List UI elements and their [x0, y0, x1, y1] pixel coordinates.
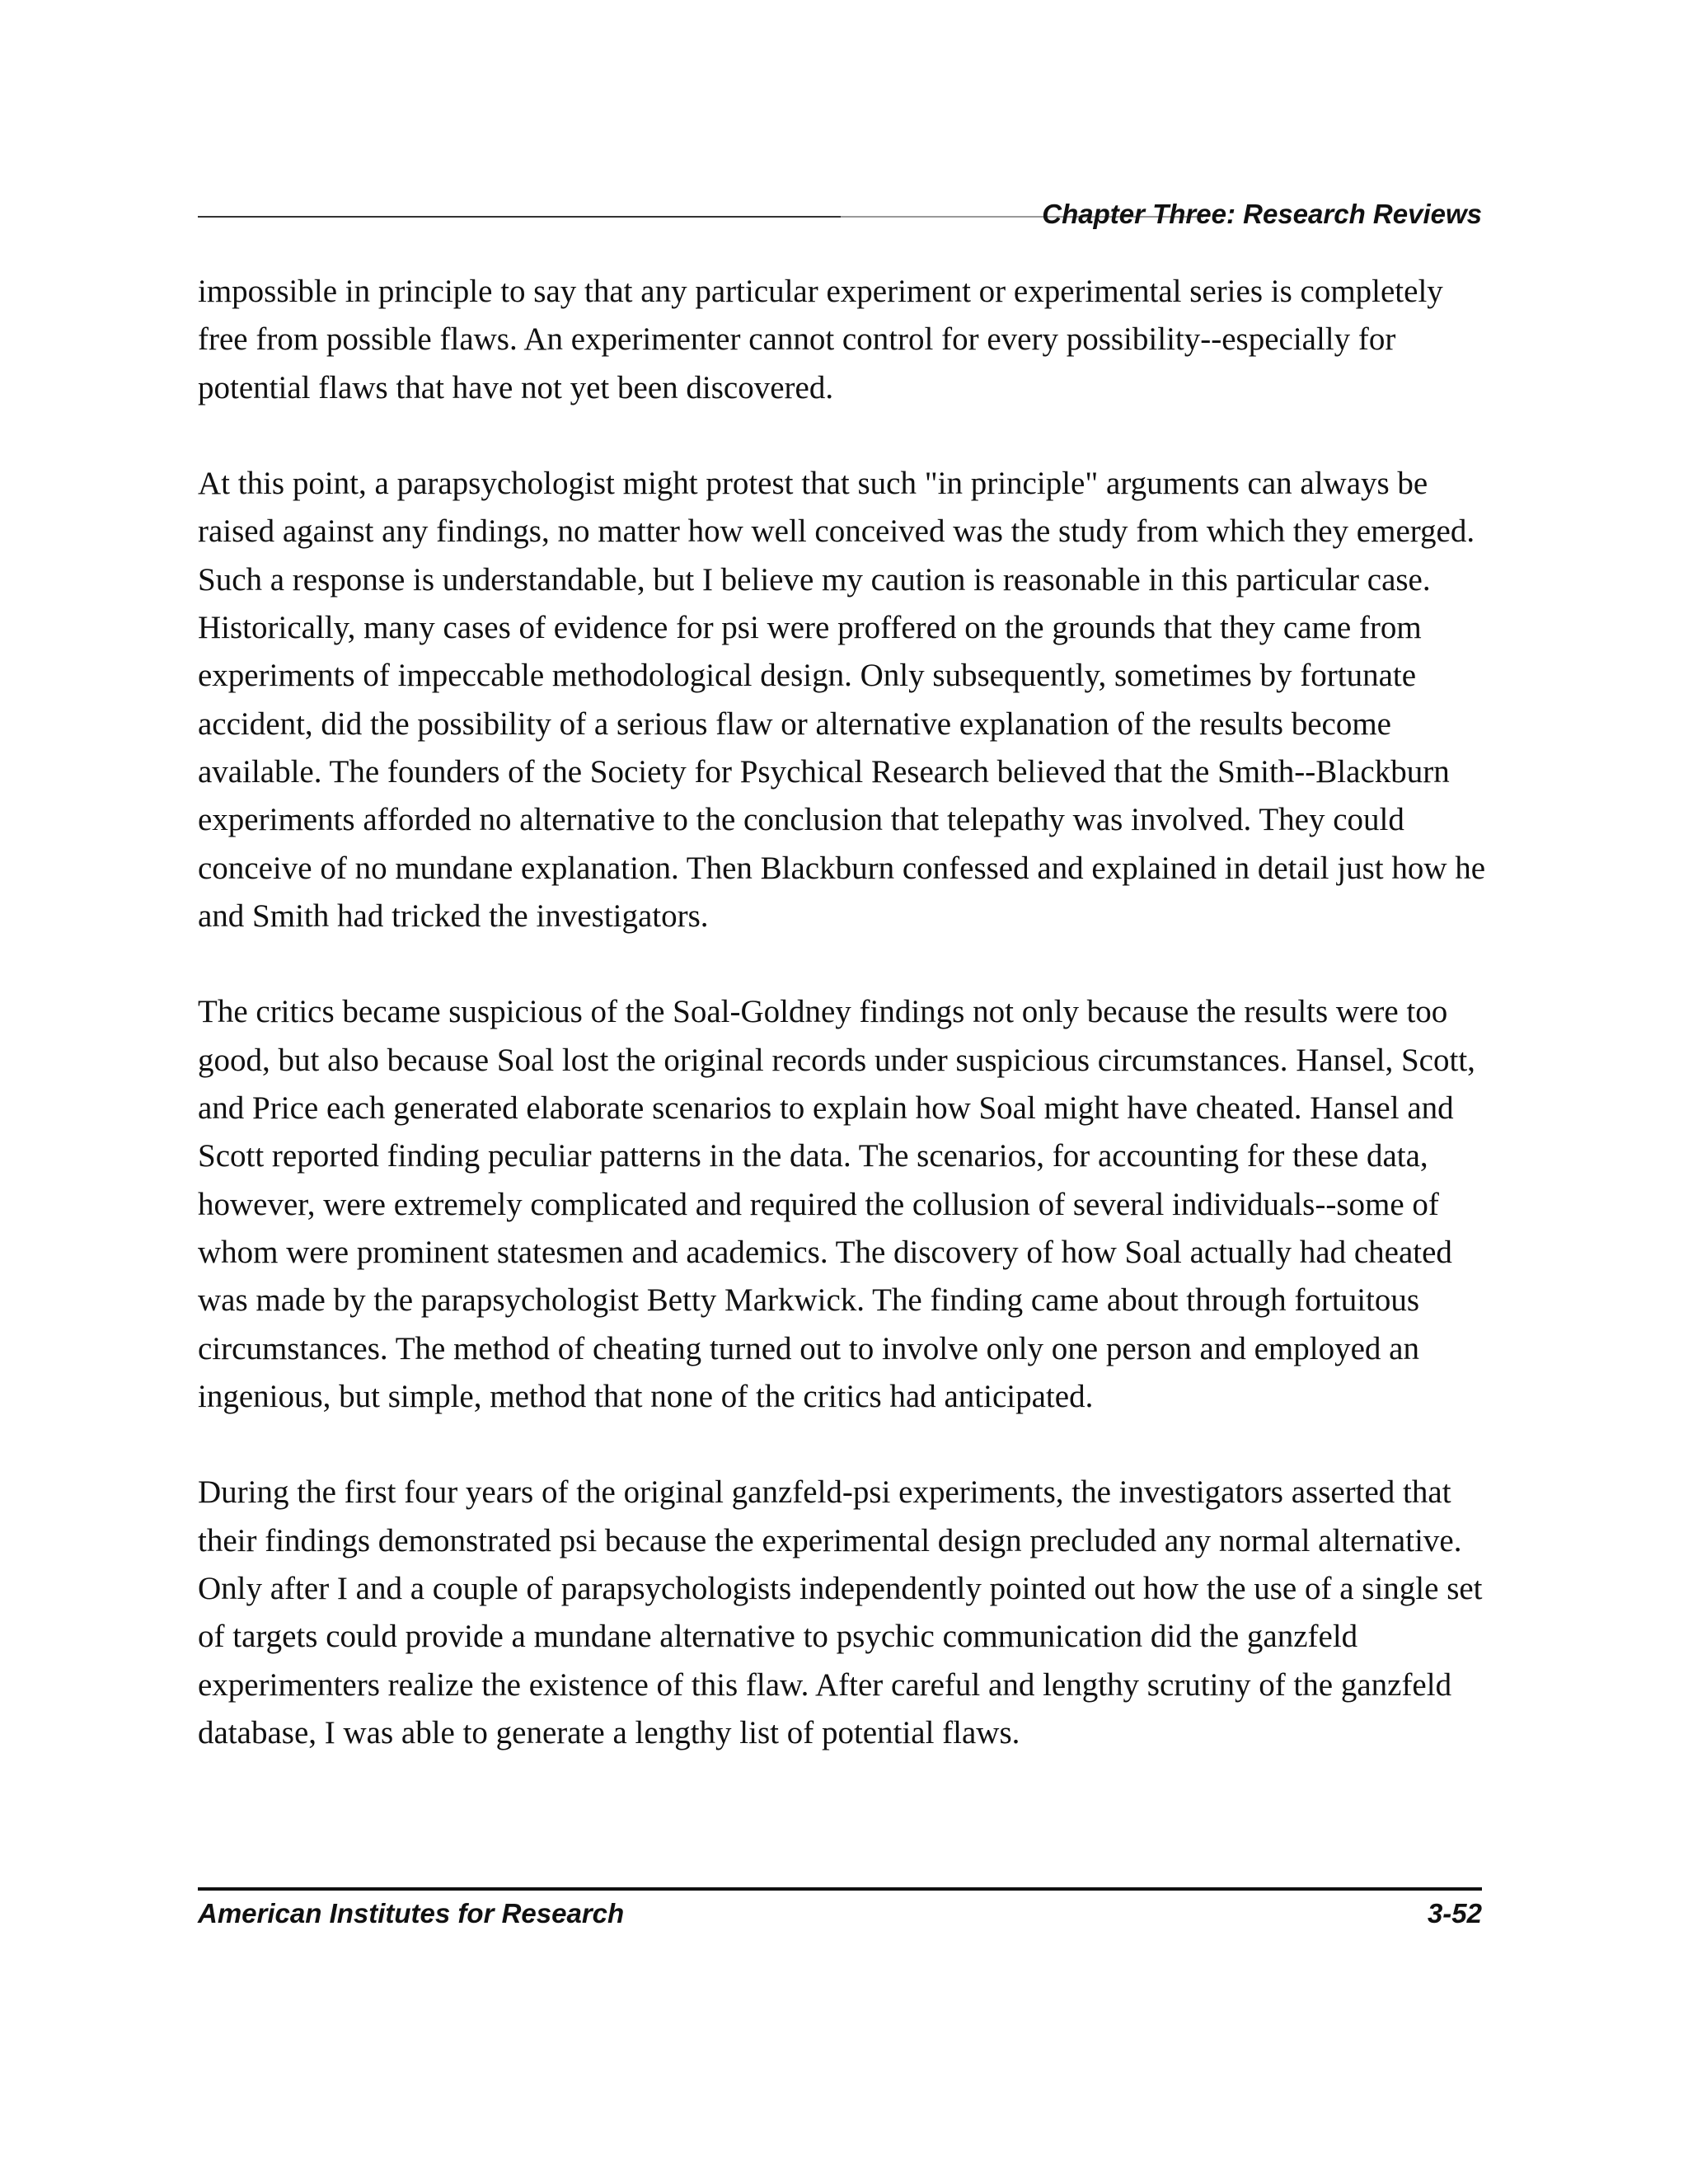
paragraph: The critics became suspicious of the Soal-Goldney findings not only because the results were too good, but also because Soal lost the original records under suspicious circumstances. Hansel, Scott, and Price each generated elaborate scenarios to explain how Soal might have cheated. Hansel and Scott reported finding peculiar patterns in the data. The scenarios, for accounting for these data, however, were extremely complicated and required the collusion of several individuals--some of whom were prominent statesmen and academics. The discovery of how Soal actually had cheated was made by the parapsychologist Betty Markwick. The finding came about through fortuitous circumstances. The method of cheating turned out to involve only one person and employed an ingenious, but simple, method that none of the critics had anticipated.	[198, 994, 1475, 1414]
page-footer	[198, 1887, 1482, 1937]
paragraph: impossible in principle to say that any particular experiment or experimental series is completely free from possible flaws. An experimenter cannot control for every possibility--especially for potential flaws that have not yet been discovered.	[198, 274, 1443, 405]
chapter-title: Chapter Three: Research Reviews	[1042, 199, 1482, 229]
paragraph: During the first four years of the original ganzfeld-psi experiments, the investigators asserted that their findings demonstrated psi because the experimental design precluded any normal alternative. Only after I and a couple of parapsychologists independently pointed out how the use of a single set of targets could provide a mundane alternative to psychic communication did the ganzfeld experimenters realize the existence of this flaw. After careful and lengthy scrutiny of the ganzfeld database, I was able to generate a lengthy list of potential flaws.	[198, 1474, 1483, 1750]
page-number: 3-52	[1427, 1898, 1482, 1929]
paragraph: At this point, a parapsychologist might protest that such "in principle" arguments can always be raised against any findings, no matter how well conceived was the study from which they emerged. Such a response is understandable, but I believe my caution is reasonable in this particular case. Historically, many cases of evidence for psi were proffered on the grounds that they came from experiments of impeccable methodological design. Only subsequently, sometimes by fortunate accident, did the possibility of a serious flaw or alternative explanation of the results become available. The founders of the Society for Psychical Research believed that the Smith--Blackburn experiments afforded no alternative to the conclusion that telepathy was involved. They could conceive of no mundane explanation. Then Blackburn confessed and explained in detail just how he and Smith had tricked the investigators.	[198, 466, 1486, 934]
body-text	[198, 268, 1500, 1757]
footer-rule	[198, 1887, 1482, 1891]
page-header	[198, 198, 1482, 231]
footer-organization: American Institutes for Research	[198, 1898, 625, 1929]
